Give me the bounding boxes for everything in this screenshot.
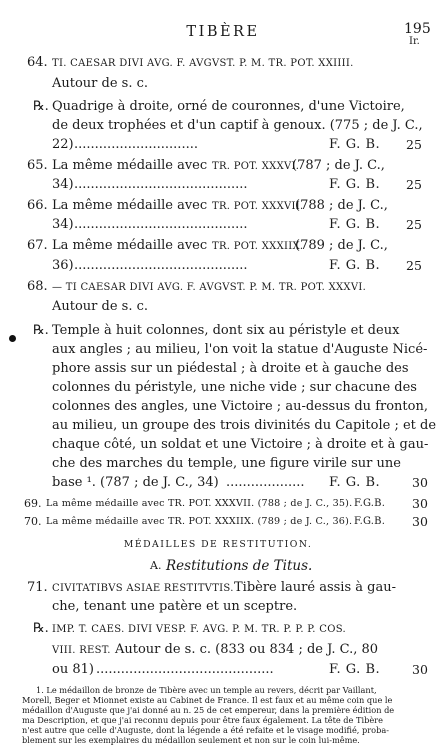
leader-dots: ..........................................	[74, 217, 248, 232]
reference: F. G. B.	[329, 177, 381, 192]
legend: TR. POT. XXXVII.	[212, 201, 304, 212]
legend-tail: Autour de s. c.	[52, 76, 149, 91]
price: 30	[412, 475, 428, 490]
date: (787 ; de J. C.,	[292, 158, 385, 173]
reverse-legend: VIII. REST.	[52, 645, 111, 656]
running-title: TIBÈRE	[186, 24, 260, 40]
obverse-text: Tibère lauré assis à gau-	[234, 580, 396, 595]
reverse-text: Temple à huit colonnes, dont six au péristyle et deux	[52, 323, 400, 338]
footnote-line: 1. Le médaillon de bronze de Tibère avec un temple au revers, décrit par Vaillant,	[36, 685, 377, 695]
legend: TR. POT. XXXVI.	[212, 161, 300, 172]
reference: F. G. B.	[329, 475, 381, 490]
reverse-symbol: ℞.	[33, 323, 49, 338]
reference: F. G. B.	[329, 137, 381, 152]
footnote-line: médaillon d'Auguste que j'ai donné au n. 25 de cet empereur, dans la première édition de	[22, 705, 395, 715]
reverse-symbol: ℞.	[33, 99, 49, 114]
reverse-text: base ¹. (787 ; de J. C., 34)	[52, 475, 219, 490]
entry-70	[0, 512, 446, 532]
entry-number: 69.	[24, 497, 42, 510]
section-title: MÉDAILLES DE RESTITUTION.	[123, 539, 313, 550]
legend-tail: Autour de s. c.	[52, 299, 149, 314]
reference: F. G. B.	[329, 258, 381, 273]
entry-number: 66.	[27, 198, 48, 213]
entry-text: 34)	[52, 217, 74, 232]
leader-dots: ..........................................	[74, 258, 248, 273]
subsection-prefix: A.	[150, 559, 162, 572]
subsection-title: Restitutions de Titus.	[166, 558, 313, 574]
page-mark: Ir.	[409, 36, 420, 47]
price: 25	[406, 177, 422, 192]
reverse-text: Autour de s. c. (833 ou 834 ; de J. C., 80	[115, 642, 379, 657]
footnote-line: blement sur les exemplaires du médaillon seulement et non sur le coin lui-même.	[22, 735, 360, 745]
price: 30	[412, 496, 428, 511]
reference: F.G.B.	[354, 516, 386, 527]
entry-number: 70.	[24, 515, 42, 528]
leader-dots: ..........................................	[74, 177, 248, 192]
footnote-line: n'est autre que celle d'Auguste, dont la légende a été refaite et le visage modifié, proba-	[22, 725, 389, 735]
reverse-text: colonnes du péristyle, une niche vide ; sur chacune des	[52, 380, 417, 395]
entry-number: 64.	[27, 55, 48, 70]
price: 30	[412, 514, 428, 529]
entry-69	[0, 494, 446, 514]
reverse-text: 22)	[52, 137, 74, 152]
entry-number: 67.	[27, 238, 48, 253]
reverse-text: au milieu, un groupe des trois divinités du Capitole ; et de	[52, 418, 437, 433]
date: (789 ; de J. C.,	[295, 238, 388, 253]
footnote-line: ma Description, et que j'ai reconnu depuis pour être faux également. La tête de Tibère	[22, 715, 383, 725]
obverse-legend: CIVITATIBVS ASIAE RESTITVTIS.	[52, 583, 234, 594]
date: (788 ; de J. C.,	[295, 198, 388, 213]
leader-dots: ...................	[226, 475, 305, 490]
price: 25	[406, 258, 422, 273]
reverse-text: phore assis sur un piédestal ; à droite et à gauche des	[52, 361, 409, 376]
reverse-text: ou 81)	[52, 662, 94, 677]
entry-text: La même médaille avec TR. POT. XXXVII. (788 ; de J. C., 35).	[46, 498, 353, 509]
leader-dots: ..............................	[74, 137, 198, 152]
leader-dots: ...........................................	[96, 662, 274, 677]
reverse-text: colonnes des angles, une Victoire ; au-dessus du fronton,	[52, 399, 428, 414]
legend: TR. POT. XXXIIX.	[212, 241, 304, 252]
reverse-text: chaque côté, un soldat et une Victoire ; à droite et à gau-	[52, 437, 429, 452]
entry-text: La même médaille avec	[52, 198, 208, 213]
reference: F.G.B.	[354, 498, 386, 509]
page-number: 195	[404, 21, 431, 37]
reverse-symbol: ℞.	[33, 621, 49, 636]
reverse-text: de deux trophées et d'un captif à genoux. (775 ; de J. C.,	[52, 118, 423, 133]
obverse-legend: TI. CAESAR DIVI AVG. F. AVGVST. P. M. TR. POT. XXIIII.	[52, 58, 354, 69]
section-heading	[0, 535, 446, 555]
entry-text: La même médaille avec	[52, 158, 208, 173]
entry-text: La même médaille avec	[52, 238, 208, 253]
entry-text: La même médaille avec TR. POT. XXXIIX. (789 ; de J. C., 36).	[46, 516, 353, 527]
obverse-text: che, tenant une patère et un sceptre.	[52, 599, 298, 614]
obverse-legend: — TI CAESAR DIVI AVG. F. AVGVST. P. M. TR. POT. XXXVI.	[52, 282, 367, 293]
reverse-text: Quadrige à droite, orné de couronnes, d'une Victoire,	[52, 99, 405, 114]
reverse-legend: IMP. T. CAES. DIVI VESP. F. AVG. P. M. TR. P. P. P. COS.	[52, 624, 346, 635]
entry-number: 71.	[27, 580, 48, 595]
subsection-heading	[0, 556, 446, 576]
price: 25	[406, 137, 422, 152]
entry-text: 34)	[52, 177, 74, 192]
entry-text: 36)	[52, 258, 74, 273]
entry-number: 68.	[27, 279, 48, 294]
footnote-line: Morell, Beger et Mionnet existe au Cabinet de France. Il est faux et au même coin que le	[22, 695, 393, 705]
entry-number: 65.	[27, 158, 48, 173]
reverse-text: che des marches du temple, une figure virile sur une	[52, 456, 401, 471]
reference: F. G. B.	[329, 217, 381, 232]
reference: F. G. B.	[329, 662, 381, 677]
price: 25	[406, 217, 422, 232]
reverse-text: aux angles ; au milieu, l'on voit la statue d'Auguste Nicé-	[52, 342, 428, 357]
price: 30	[412, 662, 428, 677]
